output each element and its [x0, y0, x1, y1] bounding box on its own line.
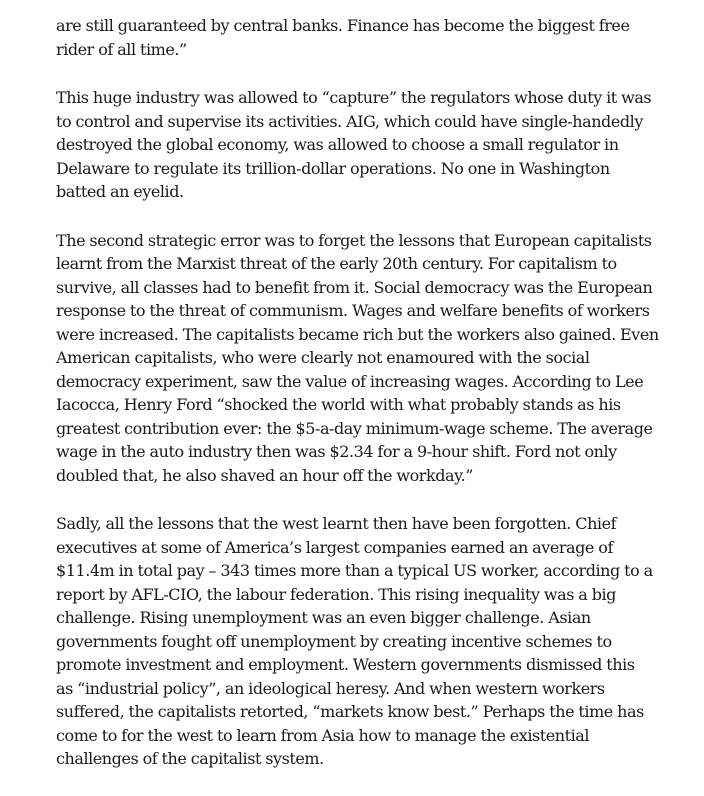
text-line: were increased. The capitalists became rich but the workers also gained. Even — [56, 324, 659, 344]
paragraph-2 — [56, 86, 656, 204]
text-line: rider of all time.” — [56, 39, 187, 59]
text-line: doubled that, he also shaved an hour off the workday.” — [56, 465, 473, 485]
paragraph-3 — [56, 229, 659, 488]
paragraph-1 — [56, 14, 656, 61]
text-line: response to the threat of communism. Wages and welfare benefits of workers — [56, 301, 650, 320]
text-line: executives at some of America’s largest companies earned an average of — [56, 537, 613, 557]
text-line: survive, all classes had to benefit from it. Social democracy was the European — [56, 277, 653, 297]
text-line: American capitalists, who were clearly not enamoured with the social — [56, 348, 590, 367]
text-line: The second strategic error was to forget the lessons that European capitalists — [56, 230, 652, 250]
text-line: Delaware to regulate its trillion-dollar operations. No one in Washington — [56, 158, 610, 178]
text-line: report by AFL-CIO, the labour federation. This rising inequality was a big — [56, 584, 616, 604]
article-body — [56, 14, 659, 796]
text-line: challenge. Rising unemployment was an even bigger challenge. Asian — [56, 608, 591, 627]
text-line: batted an eyelid. — [56, 182, 184, 201]
text-line: to control and supervise its activities. AIG, which could have single-handedly — [56, 111, 643, 131]
text-line: greatest contribution ever: the $5-a-day minimum-wage scheme. The average — [56, 418, 653, 438]
text-line: challenges of the capitalist system. — [56, 749, 324, 768]
text-line: destroyed the global economy, was allowed to choose a small regulator in — [56, 135, 619, 154]
text-line: learnt from the Marxist threat of the early 20th century. For capitalism to — [56, 254, 617, 273]
text-line: Sadly, all the lessons that the west learnt then have been forgotten. Chief — [56, 514, 617, 533]
text-line: suffered, the capitalists retorted, “markets know best.” Perhaps the time has — [56, 702, 644, 721]
text-line: promote investment and employment. Western governments dismissed this — [56, 655, 635, 674]
text-line: governments fought off unemployment by creating incentive schemes to — [56, 631, 612, 651]
text-line: come to for the west to learn from Asia how to manage the existential — [56, 725, 590, 745]
text-line: are still guaranteed by central banks. Finance has become the biggest free — [56, 16, 630, 35]
text-line: as “industrial policy”, an ideological heresy. And when western workers — [56, 678, 605, 698]
text-line: $11.4m in total pay – 343 times more than a typical US worker, according to a — [56, 561, 653, 580]
text-line: democracy experiment, saw the value of increasing wages. According to Lee — [56, 371, 644, 391]
text-line: Iacocca, Henry Ford “shocked the world with what probably stands as his — [56, 395, 621, 414]
paragraph-4 — [56, 512, 656, 771]
text-line: This huge industry was allowed to “capture” the regulators whose duty it was — [56, 88, 652, 107]
text-line: wage in the auto industry then was $2.34 for a 9-hour shift. Ford not only — [56, 442, 617, 461]
